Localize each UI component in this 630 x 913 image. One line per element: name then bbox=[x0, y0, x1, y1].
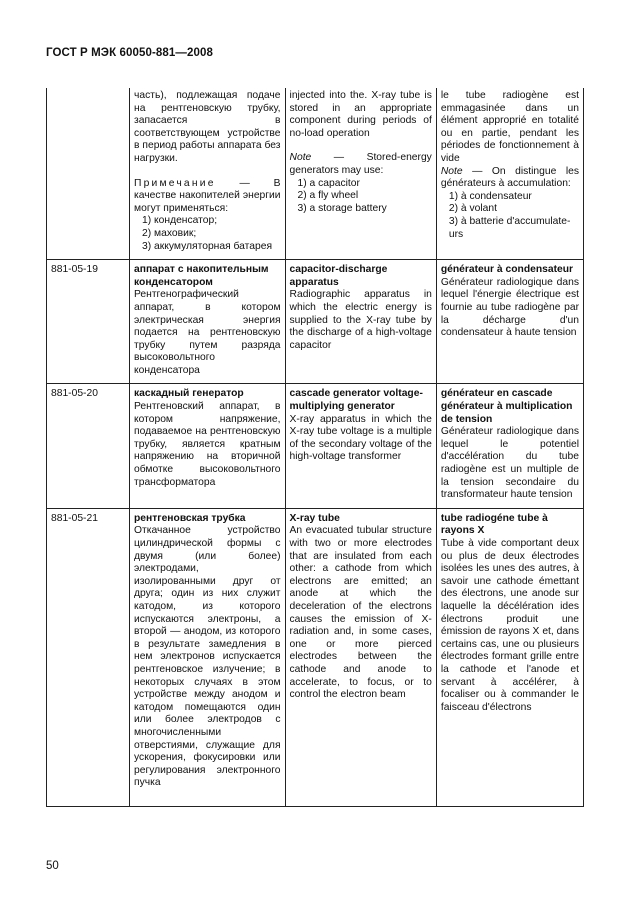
en-term: cascade generator voltage-multiplying generator bbox=[289, 388, 423, 413]
fr-note-label: Note bbox=[440, 165, 463, 177]
ru-note-text: — В качестве накопителей энергии могут применяться: bbox=[134, 177, 281, 214]
en-definition: An evacuated tubular structure with two or more electrodes that are insulated from each other: a cathode from which electrons are emitted; an anode at which the deceleration of the electrons causes the emission of X-radiation and, in some cases, one or more pierced electrodes between the cathode and anode to accelerate, to focus, or to control the electron beam bbox=[289, 525, 432, 701]
ru-term: аппарат с накопительным конденсатором bbox=[134, 264, 269, 288]
page-number: 50 bbox=[46, 860, 59, 872]
continuation-row bbox=[47, 88, 584, 260]
ru-cell bbox=[130, 88, 286, 260]
fr-note-list bbox=[441, 191, 579, 241]
list-item: 2) à volant bbox=[448, 203, 497, 215]
ru-note-label: Примечание bbox=[134, 177, 216, 189]
en-definition: X-ray apparatus in which the X-ray tube voltage is a multiple of the secondary voltage of the high-voltage transformer bbox=[289, 413, 432, 463]
fr-term: générateur à condensateur bbox=[440, 264, 574, 276]
table-row bbox=[47, 508, 584, 806]
en-term: X-ray tube bbox=[289, 512, 340, 524]
en-term: capacitor-discharge apparatus bbox=[289, 264, 388, 288]
fr-cell bbox=[436, 260, 583, 384]
fr-term: générateur en cascade générateur à multiplication de tension bbox=[440, 388, 573, 425]
en-cell bbox=[285, 260, 436, 384]
ru-term: рентгеновская трубка bbox=[134, 512, 246, 524]
ru-cell bbox=[130, 384, 286, 508]
ru-note-list bbox=[134, 215, 281, 253]
fr-cell bbox=[436, 88, 583, 260]
ru-note bbox=[134, 178, 281, 216]
fr-definition: Générateur radiologique dans lequel l'énergie électrique est fournie au tube radiogène par la décharge d'un condensateur à haute tension bbox=[440, 276, 579, 339]
ru-definition: Рентгеновский аппарат, в котором напряжение, подаваемое на рентгеновскую трубку, является кратным напряжению на вторичной обмотке высоковольтного трансформатора bbox=[134, 401, 281, 488]
fr-term: tube radiogéne tube à rayons X bbox=[440, 512, 548, 537]
list-item: 3) аккумуляторная батарея bbox=[142, 240, 273, 252]
en-cell bbox=[285, 508, 436, 806]
list-item: 3) à batterie d'accumulate-urs bbox=[448, 215, 571, 240]
list-item: 2) маховик; bbox=[142, 227, 197, 239]
fr-definition: le tube radiogène est emmagasinée dans un élément approprié en totalité ou en partie, pendant les périodes de fonctionnement à vide bbox=[440, 90, 579, 164]
en-note-list bbox=[290, 178, 432, 216]
document-header: ГОСТ Р МЭК 60050-881—2008 bbox=[46, 47, 213, 59]
ru-definition: Рентгенографический аппарат, в котором электрическая энергия подается на рентгеновскую трубку путем разряда высоковольтного конденсатора bbox=[134, 289, 281, 376]
list-item: 2) a fly wheel bbox=[297, 190, 359, 202]
list-item: 1) a capacitor bbox=[297, 177, 360, 189]
table-row bbox=[47, 384, 584, 508]
ru-cell bbox=[130, 508, 286, 806]
fr-definition: Tube à vide comportant deux ou plus de deux électrodes isolées les unes des autres, à savoir une cathode émettant des électrons, une anode sur laquelle la décélération ides électrons produit une émission de rayons X et, dans certains cas, une ou plusieurs électrodes formant grille entre la cathode et l'anode et servant à accélérer, à focaliser ou à commander le faisceau d'électrons bbox=[440, 538, 579, 713]
terms-table bbox=[46, 88, 584, 807]
en-note bbox=[290, 152, 432, 177]
en-note-label: Note bbox=[289, 152, 312, 164]
table-row bbox=[47, 260, 584, 384]
list-item: 1) à condensateur bbox=[448, 190, 532, 202]
fr-note-text: — On distingue les générateurs à accumulation: bbox=[440, 165, 579, 190]
fr-cell bbox=[436, 384, 583, 508]
fr-note bbox=[441, 166, 579, 191]
list-item: 3) a storage battery bbox=[297, 202, 387, 214]
term-number: 881-05-19 bbox=[47, 260, 130, 384]
ru-term: каскадный генератор bbox=[134, 388, 244, 400]
list-item: 1) конденсатор; bbox=[142, 215, 218, 227]
number-cell bbox=[47, 88, 130, 260]
en-note-text: — Stored-energy generators may use: bbox=[289, 152, 432, 176]
fr-definition: Générateur radiologique dans lequel le potentiel d'accélération du tube radiogène est un multiple de la tension secondaire du transformateur haute tension bbox=[440, 426, 579, 501]
en-cell bbox=[285, 384, 436, 508]
ru-cell bbox=[130, 260, 286, 384]
fr-cell bbox=[436, 508, 583, 806]
en-definition: Radiographic apparatus in which the electric energy is supplied to the X-ray tube by the discharge of a high-voltage capacitor bbox=[289, 289, 432, 351]
ru-definition: часть), подлежащая подаче на рентгеновскую трубку, запасается в соответствующем устройстве в период работы аппарата без нагрузки. bbox=[134, 90, 281, 164]
en-cell bbox=[285, 88, 436, 260]
term-number: 881-05-20 bbox=[47, 384, 130, 508]
en-definition: injected into the. X-ray tube is stored in an appropriate component during periods of no-load operation bbox=[289, 90, 432, 139]
term-number: 881-05-21 bbox=[47, 508, 130, 806]
ru-definition: Откачанное устройство цилиндрической формы с двумя (или более) электродами, изолированными друг от друга; один из них служит катодом, из которого испускаются электроны, а второй — анодом, из которого в результате замедления в нем электронов испускается рентгеновское излучение; в некоторых случаях в этом устройстве между анодом и катодом помещаются один или более электродов с многочисленными отверстиями, служащие для ускорения, фокусировки или регулирования электронного пучка bbox=[134, 525, 281, 789]
